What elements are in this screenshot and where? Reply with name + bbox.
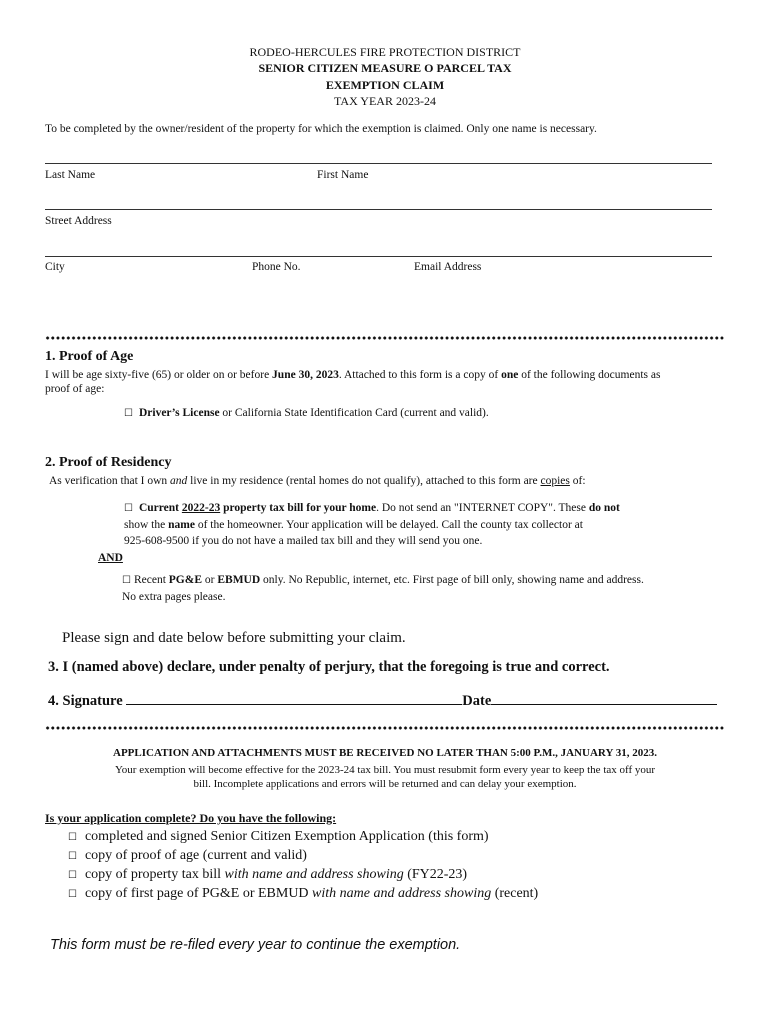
- checklist-item-application[interactable]: ☐ completed and signed Senior Citizen Exemption Application (this form): [68, 828, 489, 848]
- date-field[interactable]: [491, 692, 717, 705]
- sign-prompt: Please sign and date below before submitting your claim.: [62, 630, 406, 646]
- deadline-details: Your exemption will become effective for the 2023-24 tax bill. You must resubmit form every year to keep the tax off your bill. Incomplete applications and errors will be returned and can delay your exemption.: [114, 764, 656, 790]
- measure-title: SENIOR CITIZEN MEASURE O PARCEL TAX: [258, 61, 512, 75]
- city-line[interactable]: [45, 256, 712, 257]
- first-name-label: First Name: [317, 169, 369, 181]
- checkbox-icon[interactable]: ☐: [68, 889, 77, 900]
- dotted-divider-bottom: [45, 726, 725, 730]
- drivers-license-option[interactable]: ☐ Driver’s License or California State Identification Card (current and valid).: [124, 407, 489, 419]
- checklist-title: Is your application complete? Do you have the following:: [45, 811, 337, 825]
- dotted-divider-top: [45, 336, 725, 340]
- street-address-label: Street Address: [45, 215, 112, 227]
- proof-of-age-text: I will be age sixty-five (65) or older on or before June 30, 2023. Attached to this form is a copy of one of the following documents as proof of age:: [45, 369, 661, 395]
- and-label: AND: [98, 552, 123, 564]
- refile-footer: This form must be re-filed every year to continue the exemption.: [50, 937, 461, 953]
- email-label: Email Address: [414, 261, 482, 273]
- district-name: RODEO-HERCULES FIRE PROTECTION DISTRICT: [249, 45, 521, 59]
- deadline-notice: APPLICATION AND ATTACHMENTS MUST BE RECEIVED NO LATER THAN 5:00 P.M., JANUARY 31, 2023.: [113, 747, 657, 759]
- date-label: Date: [462, 693, 492, 709]
- checkbox-icon[interactable]: ☐: [124, 408, 133, 419]
- checklist-item-tax-bill[interactable]: ☐ copy of property tax bill with name and address showing (FY22-23): [68, 866, 467, 886]
- checkbox-icon[interactable]: ☐: [122, 575, 131, 586]
- checkbox-icon[interactable]: ☐: [68, 851, 77, 862]
- perjury-declaration: 3. I (named above) declare, under penalty of perjury, that the foregoing is true and correct.: [48, 659, 610, 675]
- checkbox-icon[interactable]: ☐: [124, 503, 133, 514]
- checklist-item-proof-of-age[interactable]: ☐ copy of proof of age (current and valid): [68, 847, 307, 867]
- city-label: City: [45, 261, 65, 273]
- intro-text: To be completed by the owner/resident of the property for which the exemption is claimed. Only one name is necessary.: [45, 123, 597, 135]
- street-line[interactable]: [45, 209, 712, 210]
- claim-title: EXEMPTION CLAIM: [325, 78, 445, 92]
- checkbox-icon[interactable]: ☐: [68, 832, 77, 843]
- checkbox-icon[interactable]: ☐: [68, 870, 77, 881]
- residency-verification-text: As verification that I own and live in my residence (rental homes do not qualify), attached to this form are copies of:: [49, 475, 586, 487]
- signature-field[interactable]: [126, 692, 462, 705]
- proof-of-residency-heading: 2. Proof of Residency: [45, 455, 172, 470]
- tax-bill-option[interactable]: ☐ Current 2022-23 property tax bill for your home. Do not send an "INTERNET COPY". These do not show the name of the homeowner. Your application will be delayed. Call the county tax collector at 925-608-9500 if you do not have a mailed tax bill and they will send you one.: [124, 502, 620, 547]
- last-name-label: Last Name: [45, 169, 96, 181]
- tax-year: TAX YEAR 2023-24: [334, 94, 436, 108]
- utility-bill-option[interactable]: ☐ Recent PG&E or EBMUD only. No Republic, internet, etc. First page of bill only, showing name and address. No extra pages please.: [122, 574, 644, 603]
- signature-label: 4. Signature: [48, 693, 123, 709]
- signature-row: [48, 692, 717, 710]
- name-line[interactable]: [45, 163, 712, 164]
- phone-label: Phone No.: [252, 261, 301, 273]
- proof-of-age-heading: 1. Proof of Age: [45, 349, 134, 364]
- checklist-item-utility-bill[interactable]: ☐ copy of first page of PG&E or EBMUD with name and address showing (recent): [68, 885, 538, 905]
